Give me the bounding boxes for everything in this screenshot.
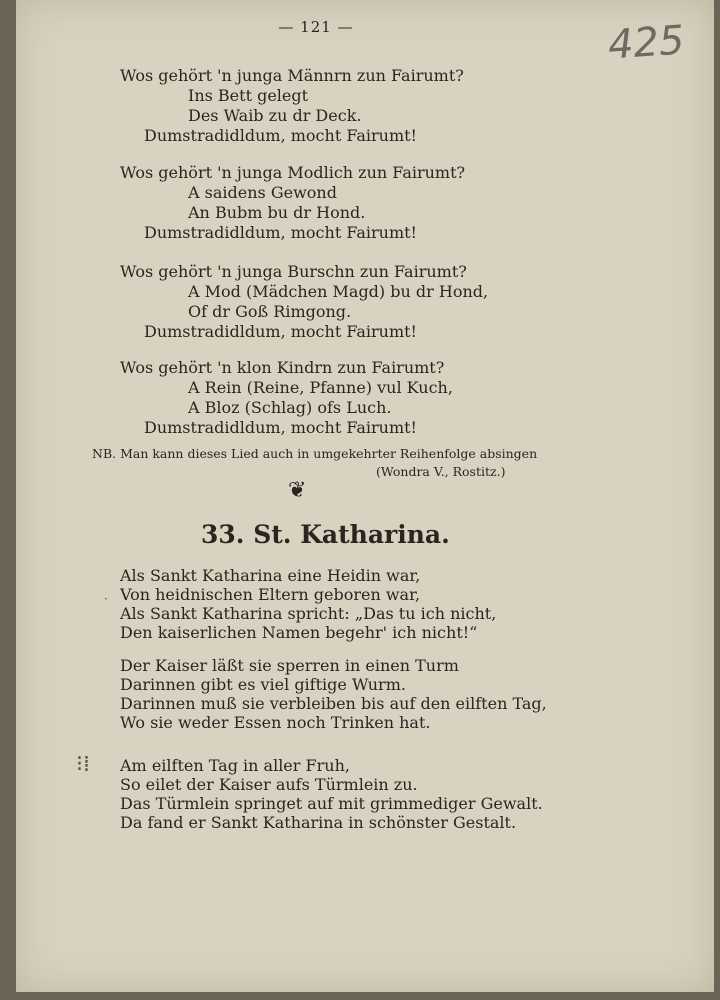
poem1-stanza3-line3: Of dr Goß Rimgong. [188, 302, 352, 321]
poem1-stanza1-refrain: Dumstradidldum, mocht Fairumt! [144, 126, 417, 145]
poem1-stanza4-refrain: Dumstradidldum, mocht Fairumt! [144, 418, 417, 437]
poem1-stanza2-line2: A saidens Gewond [188, 183, 337, 202]
poem1-stanza3-refrain: Dumstradidldum, mocht Fairumt! [144, 322, 417, 341]
poem1-stanza4-line2: A Rein (Reine, Pfanne) vul Kuch, [188, 378, 453, 397]
poem1-stanza2-line1: Wos gehört 'n junga Modlich zun Fairumt? [120, 163, 466, 182]
song2-stanza2-line3: Darinnen muß sie verbleiben bis auf den eilften Tag, [120, 694, 547, 713]
poem1-stanza3-line1: Wos gehört 'n junga Burschn zun Fairumt? [120, 262, 467, 281]
song2-stanza2-line1: Der Kaiser läßt sie sperren in einen Turm [120, 656, 459, 675]
margin-tick-mark: · [104, 592, 108, 606]
song2-stanza2-line2: Darinnen gibt es viel giftige Wurm. [120, 675, 406, 694]
poem1-stanza3-line2: A Mod (Mädchen Magd) bu dr Hond, [188, 282, 489, 301]
document-page [16, 0, 714, 992]
song2-stanza3-line4: Da fand er Sankt Katharina in schönster Gestalt. [120, 813, 517, 832]
nb-note: NB. Man kann dieses Lied auch in umgekehrter Reihenfolge absingen [92, 446, 538, 461]
page-number: — 121 — [278, 18, 354, 36]
poem1-stanza2-line3: An Bubm bu dr Hond. [188, 203, 366, 222]
handwritten-archive-number: 425 [606, 17, 686, 69]
poem1-stanza1-line1: Wos gehört 'n junga Männrn zun Fairumt? [120, 66, 464, 85]
song2-stanza3-line2: So eilet der Kaiser aufs Türmlein zu. [120, 775, 418, 794]
song2-stanza1-line2: Von heidnischen Eltern geboren war, [120, 585, 421, 604]
leaf-ornament-icon: ❦ [288, 478, 307, 503]
song2-stanza2-line4: Wo sie weder Essen noch Trinken hat. [120, 713, 431, 732]
song-title: 33. St. Katharina. [201, 520, 450, 549]
song2-stanza3-line3: Das Türmlein springet auf mit grimmediger Gewalt. [120, 794, 543, 813]
poem1-stanza1-line3: Des Waib zu dr Deck. [188, 106, 362, 125]
poem1-stanza2-refrain: Dumstradidldum, mocht Fairumt! [144, 223, 417, 242]
song2-stanza1-line4: Den kaiserlichen Namen begehr' ich nicht!“ [120, 623, 478, 642]
song2-stanza1-line3: Als Sankt Katharina spricht: „Das tu ich nicht, [120, 604, 497, 623]
poem1-stanza1-line2: Ins Bett gelegt [188, 86, 309, 105]
pencil-margin-mark: ⁝⁞ [76, 752, 90, 777]
poem1-stanza4-line1: Wos gehört 'n klon Kindrn zun Fairumt? [120, 358, 445, 377]
poem1-stanza4-line3: A Bloz (Schlag) ofs Luch. [188, 398, 392, 417]
song2-stanza1-line1: Als Sankt Katharina eine Heidin war, [120, 566, 421, 585]
song2-stanza3-line1: Am eilften Tag in aller Fruh, [120, 756, 350, 775]
source-attribution: (Wondra V., Rostitz.) [376, 464, 506, 479]
